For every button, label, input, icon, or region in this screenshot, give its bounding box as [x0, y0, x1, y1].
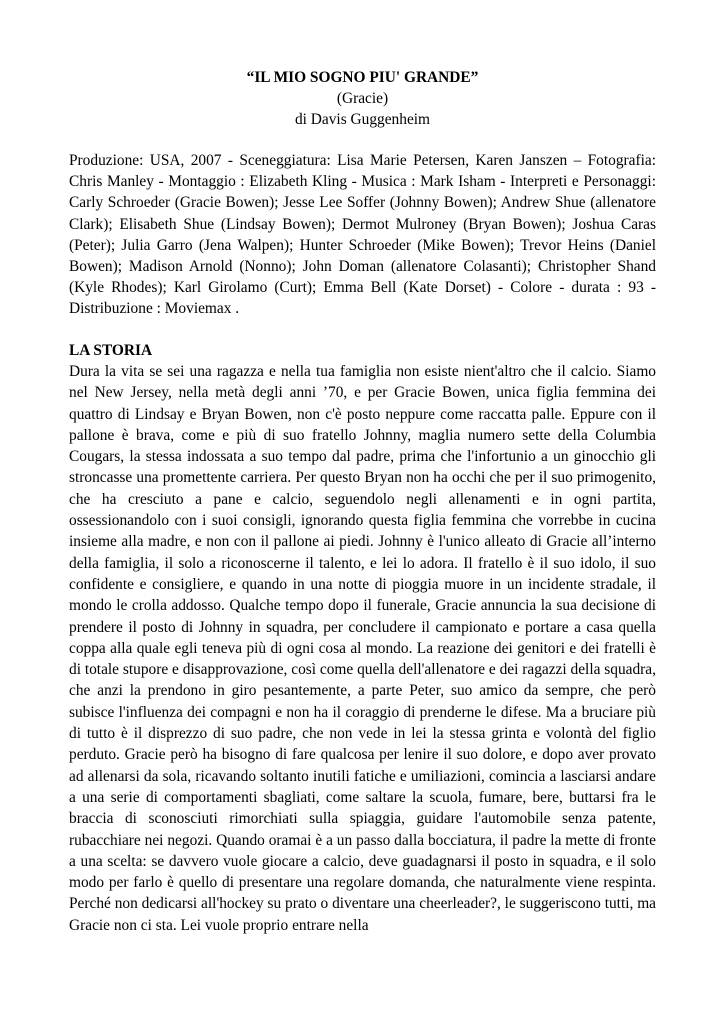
film-title: “IL MIO SOGNO PIU' GRANDE”	[246, 69, 479, 86]
original-title: (Gracie)	[336, 90, 389, 107]
section-heading: LA STORIA	[69, 342, 153, 359]
credits-paragraph: Produzione: USA, 2007 - Sceneggiatura: Lisa Marie Petersen, Karen Janszen – Fotografia: Chris Manley - Montaggio : Elizabeth Kling - Musica : Mark Isham - Interpreti e Personaggi: Carly Schroeder (Gracie Bowen); Jesse Lee Soffer (Johnny Bowen); Andrew Shue (allenatore Clark); Elisabeth Shue (Lindsay Bowen); Dermot Mulroney (Bryan Bowen); Joshua Caras (Peter); Julia Garro (Jena Walpen); Hunter Schroeder (Mike Bowen); Trevor Heins (Daniel Bowen); Madison Arnold (Nonno); John Doman (allenatore Colasanti); Christopher Shand (Kyle Rhodes); Karl Girolamo (Curt); Emma Bell (Kate Dorset) - Colore - durata : 93 - Distribuzione : Moviemax .	[69, 152, 656, 318]
title-block	[69, 67, 656, 130]
story-paragraph: Dura la vita se sei una ragazza e nella tua famiglia non esiste nient'altro che il calcio. Siamo nel New Jersey, nella metà degli anni ’70, e per Gracie Bowen, unica figlia femmina dei quattro di Lindsay e Bryan Bowen, non c'è posto neppure come raccatta palle. Eppure con il pallone è brava, come e più di suo fratello Johnny, maglia numero sette della Columbia Cougars, la stessa indossata a suo tempo dal padre, prima che l'infortunio a un ginocchio gli stroncasse una promettente carriera. Per questo Bryan non ha occhi che per il suo primogenito, che ha cresciuto a pane e calcio, seguendolo negli allenamenti e in ogni partita, ossessionandolo con i suoi consigli, ignorando questa figlia femmina che vorrebbe in cucina insieme alla madre, e non con il pallone ai piedi. Johnny è l'unico alleato di Gracie all’interno della famiglia, il solo a riconoscerne il talento, e lei lo adora. Il fratello è il suo idolo, il suo confidente e consigliere, e quando in una notte di pioggia muore in un incidente stradale, il mondo le crolla addosso. Qualche tempo dopo il funerale, Gracie annuncia la sua decisione di prendere il posto di Johnny in squadra, per concludere il campionato e portare a casa quella coppa alla quale egli teneva più di ogni cosa al mondo. La reazione dei genitori e dei fratelli è di totale stupore e disapprovazione, così come quella dell'allenatore e dei ragazzi della squadra, che anzi la prendono in giro pesantemente, a parte Peter, suo amico da sempre, che però subisce l'influenza dei compagni e non ha il coraggio di prenderne le difese. Ma a bruciare più di tutto è il disprezzo di suo padre, che non vede in lei la stessa grinta e volontà del figlio perduto. Gracie però ha bisogno di fare qualcosa per lenire il suo dolore, e dopo aver provato ad allenarsi da sola, ricavando soltanto inutili fatiche e umiliazioni, comincia a lasciarsi andare a una serie di comportamenti sbagliati, come saltare la scuola, fumare, bere, buttarsi fra le braccia di sconosciuti rimorchiati sulla spiaggia, guidare l'automobile senza patente, rubacchiare nei negozi. Quando oramai è a un passo dalla bocciatura, il padre la mette di fronte a una scelta: se davvero vuole giocare a calcio, deve guadagnarsi il posto in squadra, e il solo modo per farlo è quello di presentare una regolare domanda, che naturalmente viene respinta. Perché non dedicarsi all'hockey su prato o diventare una cheerleader?, le suggeriscono tutti, ma Gracie non ci sta. Lei vuole proprio entrare nella	[69, 363, 656, 934]
director-line: di Davis Guggenheim	[294, 111, 431, 128]
